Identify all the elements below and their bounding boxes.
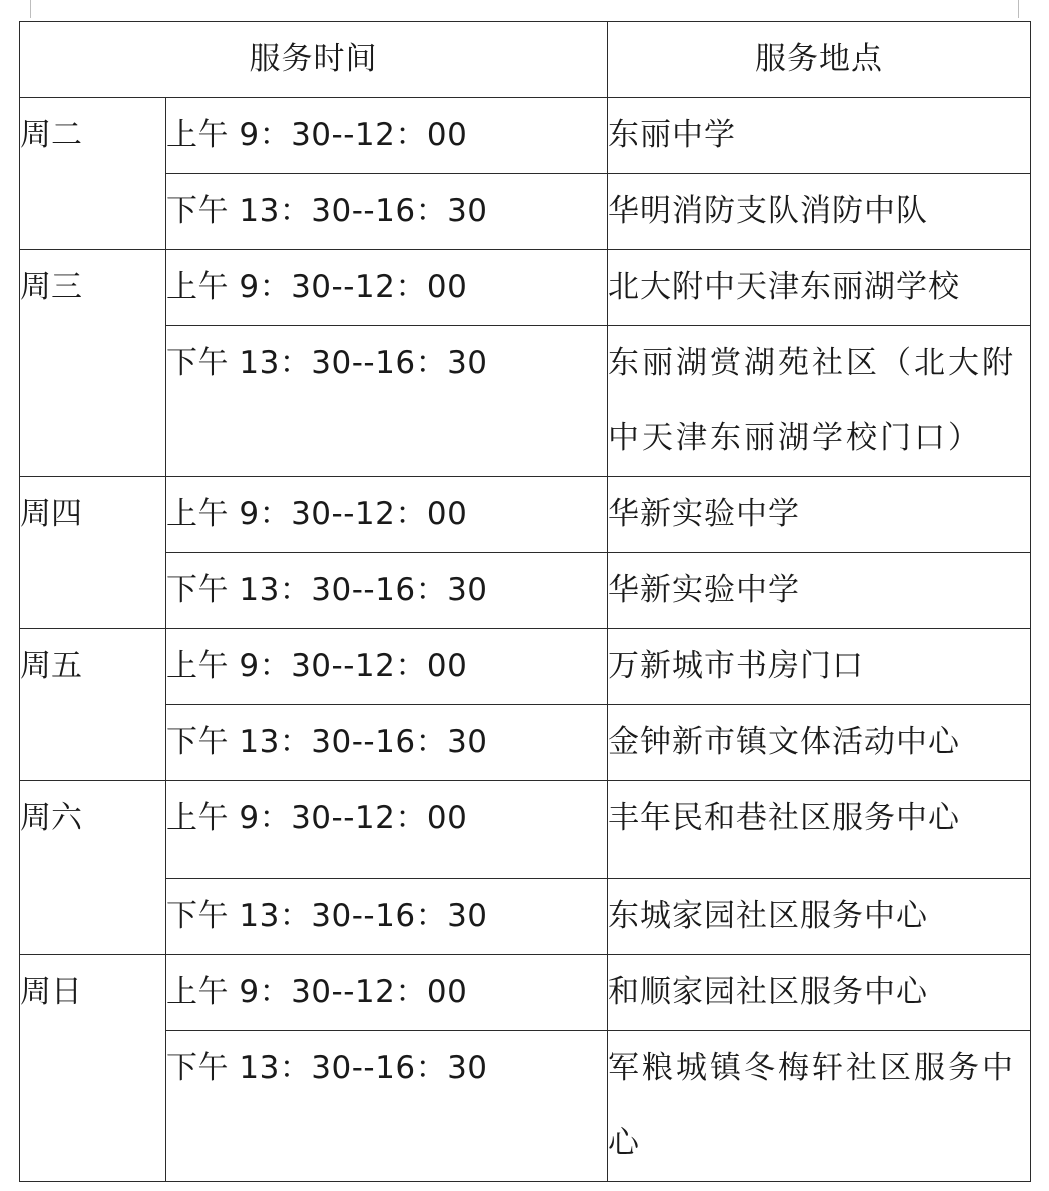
place-cell: 万新城市书房门口 [608,629,1031,705]
table-row [20,553,1031,629]
table-row [20,1031,1031,1182]
day-cell: 周二 [20,98,166,250]
table-row [20,781,1031,879]
time-cell: 下午 13：30--16：30 [166,553,608,629]
place-cell: 东丽湖赏湖苑社区（北大附中天津东丽湖学校门口） [608,326,1031,477]
table-row [20,98,1031,174]
place-cell: 东丽中学 [608,98,1031,174]
time-cell: 下午 13：30--16：30 [166,879,608,955]
time-cell: 上午 9：30--12：00 [166,98,608,174]
time-cell: 上午 9：30--12：00 [166,629,608,705]
time-cell: 上午 9：30--12：00 [166,250,608,326]
header-service-place: 服务地点 [608,22,1031,98]
time-cell: 下午 13：30--16：30 [166,705,608,781]
day-cell: 周日 [20,955,166,1182]
table-row [20,955,1031,1031]
table-row [20,705,1031,781]
page-corner-mark-left [30,0,31,18]
page-corner-mark-right [1018,0,1019,18]
table-row [20,629,1031,705]
time-cell: 下午 13：30--16：30 [166,1031,608,1182]
place-cell: 华新实验中学 [608,477,1031,553]
header-service-time: 服务时间 [20,22,608,98]
day-cell: 周六 [20,781,166,955]
table-row [20,477,1031,553]
table-row [20,879,1031,955]
time-cell: 上午 9：30--12：00 [166,477,608,553]
place-cell: 军粮城镇冬梅轩社区服务中心 [608,1031,1031,1182]
place-cell: 北大附中天津东丽湖学校 [608,250,1031,326]
time-cell: 上午 9：30--12：00 [166,955,608,1031]
service-schedule-table [19,21,1031,1182]
place-cell: 金钟新市镇文体活动中心 [608,705,1031,781]
place-cell: 和顺家园社区服务中心 [608,955,1031,1031]
time-cell: 上午 9：30--12：00 [166,781,608,879]
place-cell: 东城家园社区服务中心 [608,879,1031,955]
table-row [20,174,1031,250]
table-header-row [20,22,1031,98]
place-cell: 丰年民和巷社区服务中心 [608,781,1031,879]
day-cell: 周三 [20,250,166,477]
day-cell: 周五 [20,629,166,781]
time-cell: 下午 13：30--16：30 [166,174,608,250]
table-row [20,326,1031,477]
place-cell: 华明消防支队消防中队 [608,174,1031,250]
day-cell: 周四 [20,477,166,629]
place-cell: 华新实验中学 [608,553,1031,629]
table-row [20,250,1031,326]
time-cell: 下午 13：30--16：30 [166,326,608,477]
